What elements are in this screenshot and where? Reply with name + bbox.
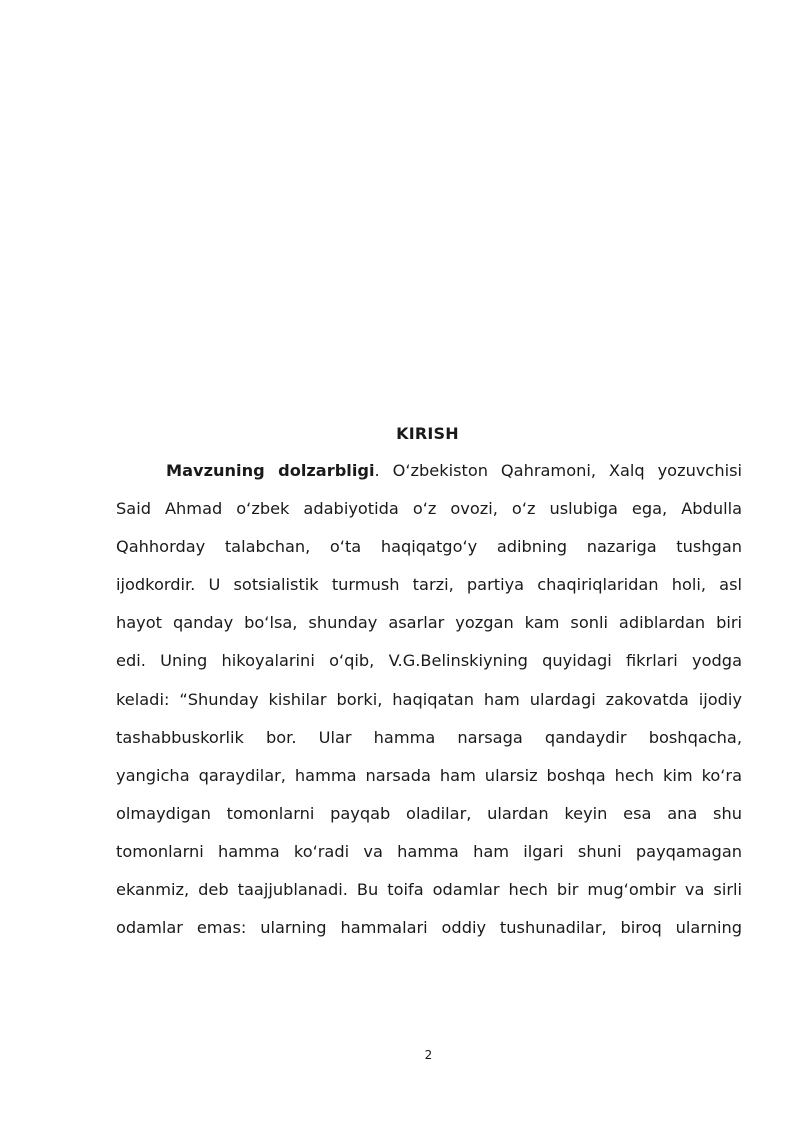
section-heading: KIRISH [396, 424, 459, 443]
paragraph-line [116, 452, 742, 490]
page-number: 2 [424, 1048, 433, 1062]
body-paragraph [116, 452, 742, 947]
paragraph-line: hayot qanday bo‘lsa, shunday asarlar yozgan kam sonli adiblardan biri [116, 613, 742, 633]
paragraph-line: tashabbuskorlik bor. Ular hamma narsaga qandaydir boshqacha, [116, 727, 742, 747]
paragraph-line: olmaydigan tomonlarni payqab oladilar, ulardan keyin esa ana shu [116, 803, 742, 823]
line-text: . O‘zbekiston Qahramoni, Xalq yozuvchisi [374, 461, 743, 480]
paragraph-line: Qahhorday talabchan, o‘ta haqiqatgo‘y adibning nazariga tushgan [116, 537, 742, 557]
paragraph-line: Said Ahmad o‘zbek adabiyotida o‘z ovozi, o‘z uslubiga ega, Abdulla [116, 499, 742, 519]
lead-term: Mavzuning dolzarbligi [166, 461, 375, 480]
paragraph-line: odamlar emas: ularning hammalari oddiy tushunadilar, biroq ularning [116, 918, 742, 938]
paragraph-line: edi. Uning hikoyalarini o‘qib, V.G.Belinskiyning quyidagi fikrlari yodga [116, 651, 742, 671]
paragraph-line: tomonlarni hamma ko‘radi va hamma ham ilgari shuni payqamagan [116, 841, 742, 861]
paragraph-line: ekanmiz, deb taajjublanadi. Bu toifa odamlar hech bir mug‘ombir va sirli [116, 880, 742, 900]
paragraph-line: keladi: “Shunday kishilar borki, haqiqatan ham ulardagi zakovatda ijodiy [116, 689, 742, 709]
paragraph-line: ijodkordir. U sotsialistik turmush tarzi, partiya chaqiriqlaridan holi, asl [116, 575, 742, 595]
paragraph-line: yangicha qaraydilar, hamma narsada ham ularsiz boshqa hech kim ko‘ra [116, 765, 742, 785]
